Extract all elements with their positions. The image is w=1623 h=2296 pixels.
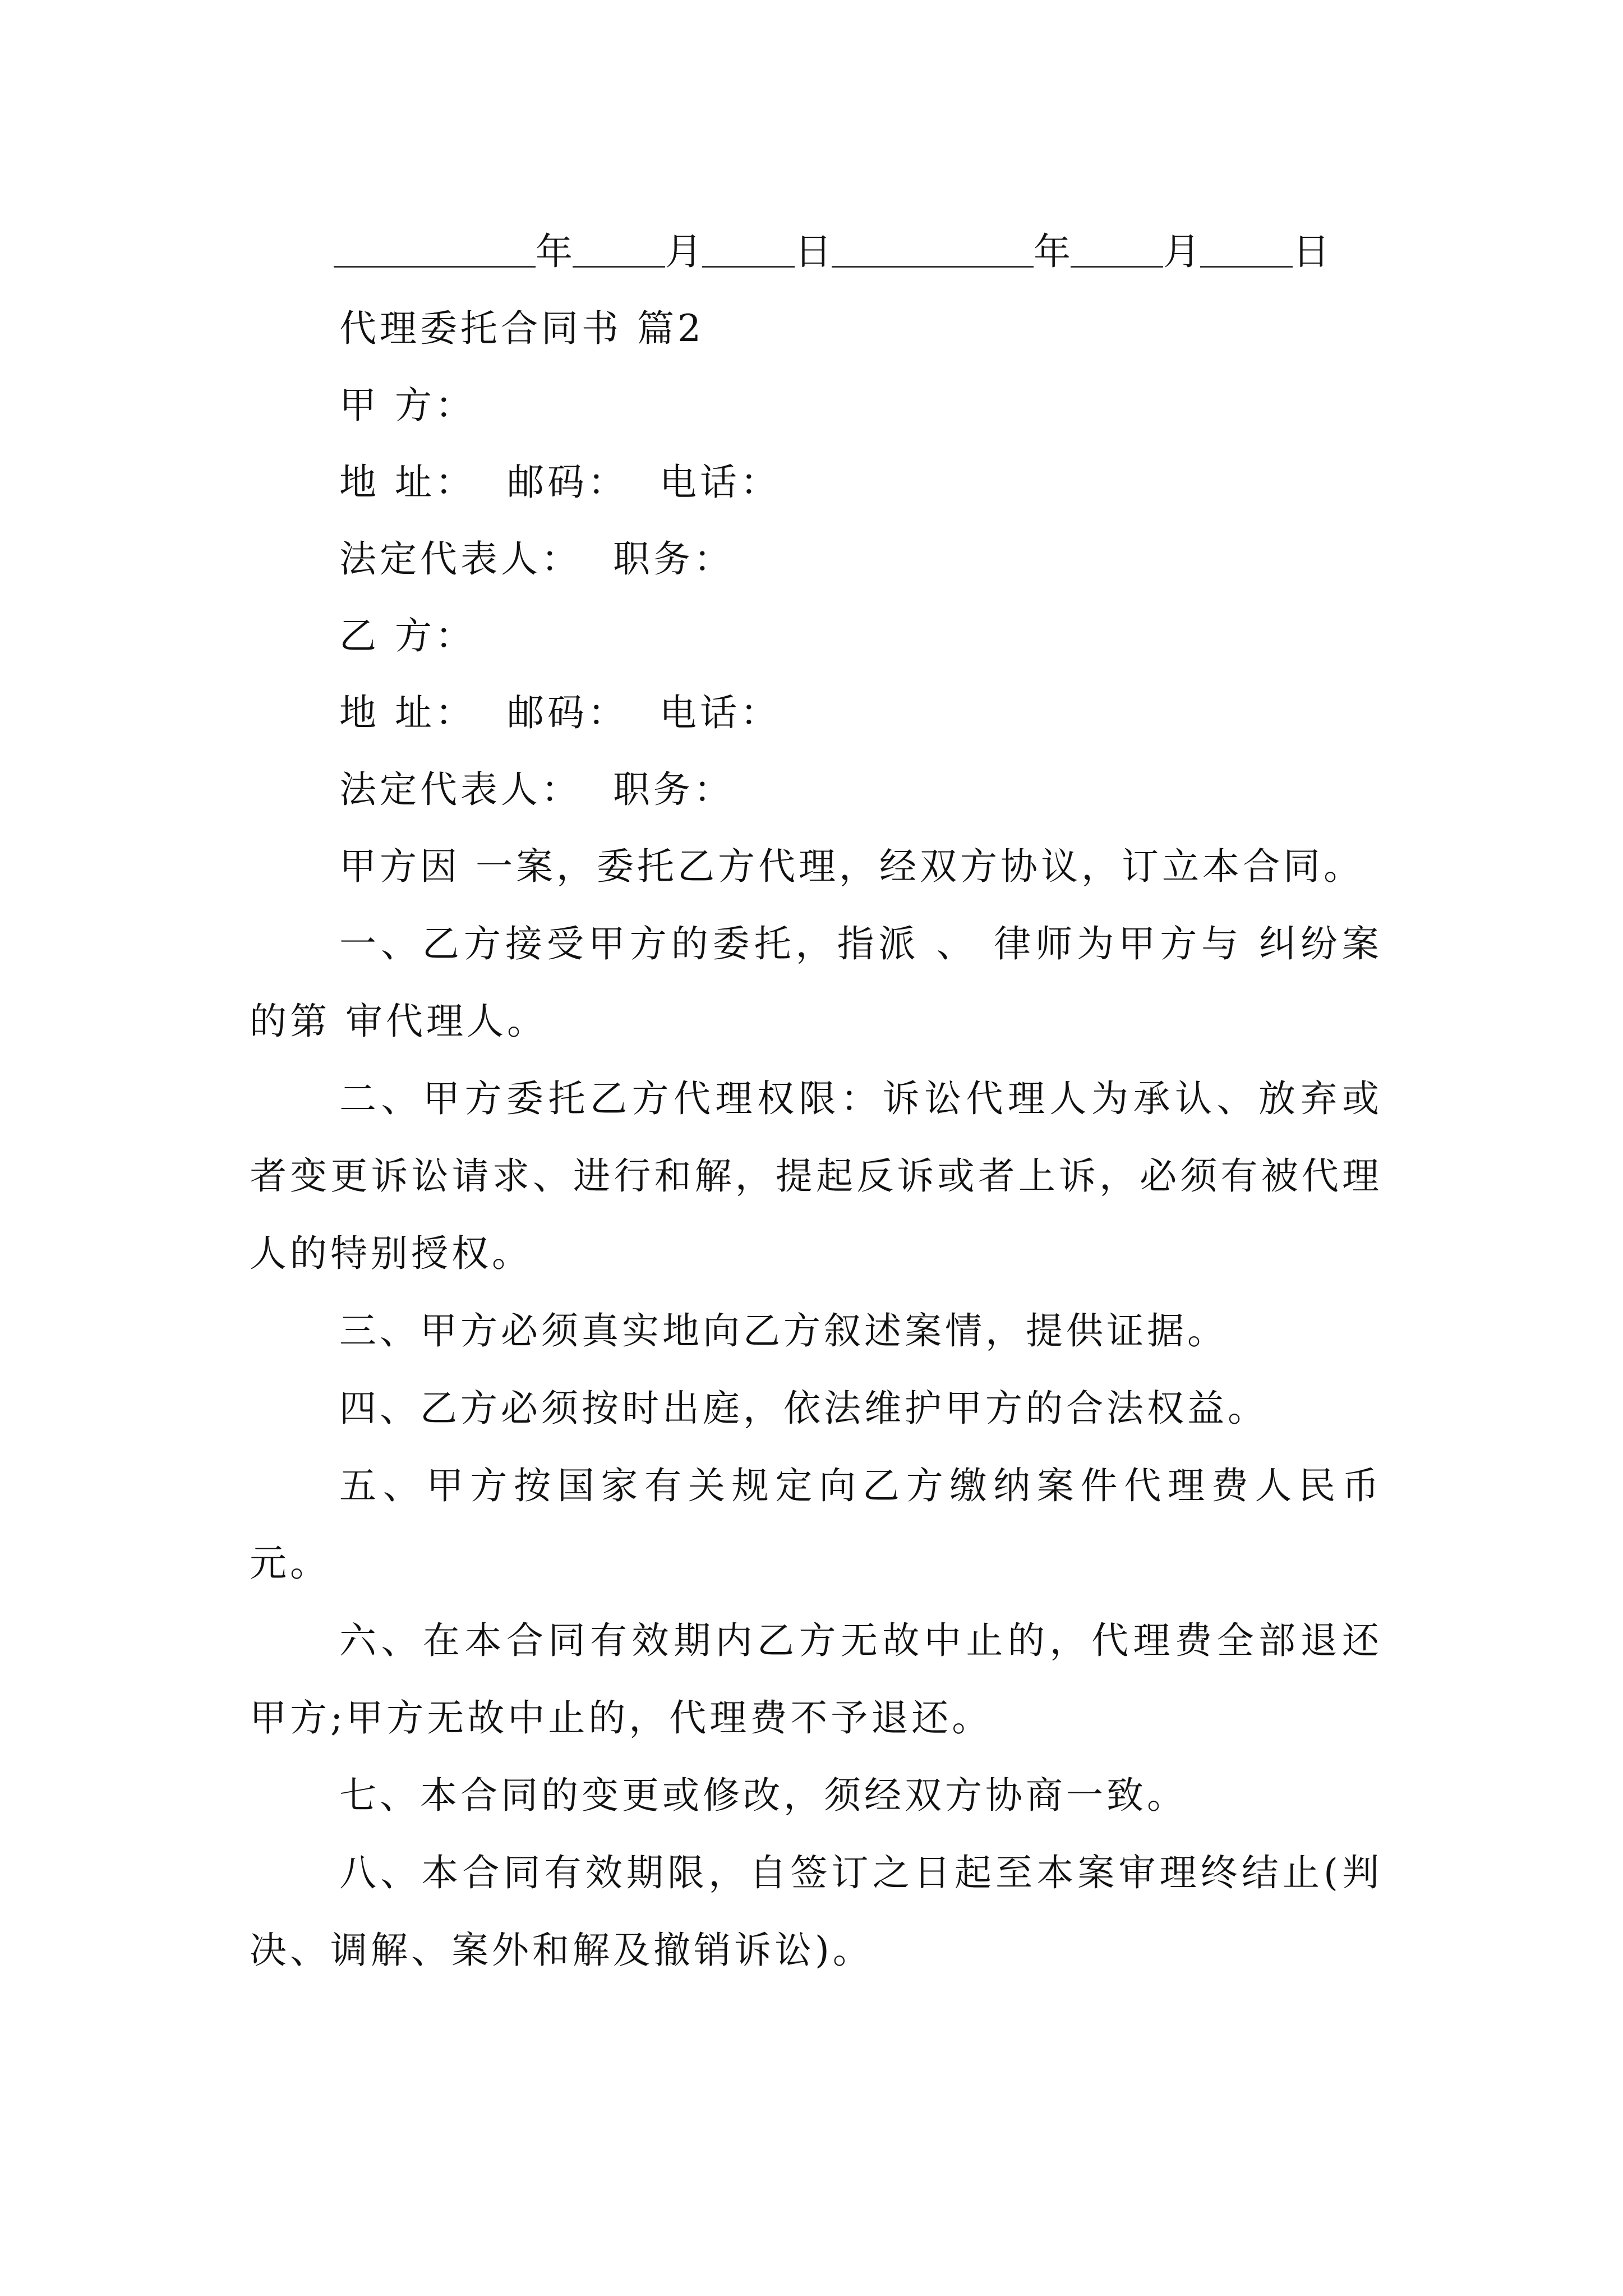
party-b-phone-label: 电话： [659, 691, 781, 734]
paragraph-clause-6: 六、在本合同有效期内乙方无故中止的，代理费全部退还甲方;甲方无故中止的，代理费不予退还。 [250, 1619, 1382, 1740]
party-a-rep-line [250, 521, 1382, 597]
paragraph-clause-7: 七、本合同的变更或修改，须经双方协商一致。 [339, 1774, 1187, 1817]
party-b-rep-line [250, 751, 1382, 828]
party-a-phone-label: 电话： [659, 461, 781, 504]
party-b-position-label: 职务： [613, 768, 734, 811]
day-blank-2[interactable] [1200, 232, 1293, 268]
paragraph-clause-4: 四、乙方必须按时出庭，依法维护甲方的合法权益。 [339, 1387, 1268, 1430]
year-blank-1[interactable] [334, 232, 536, 268]
year-blank-2[interactable] [832, 232, 1034, 268]
party-b-contact-line [250, 674, 1382, 751]
party-a-postcode-label: 邮码： [506, 461, 628, 504]
section-heading: 代理委托合同书 篇2 [339, 307, 704, 350]
day-blank-1[interactable] [702, 232, 795, 268]
year-label-2: 年 [1034, 230, 1071, 273]
month-blank-2[interactable] [1071, 232, 1163, 268]
party-b-legal-rep-label: 法定代表人： [339, 768, 582, 811]
party-a-legal-rep-label: 法定代表人： [339, 537, 582, 581]
paragraph-clause-8: 八、本合同有效期限，自签订之日起至本案审理终结止(判决、调解、案外和解及撤销诉讼)。 [250, 1851, 1382, 1972]
party-a-address-label: 地 址： [339, 461, 476, 504]
day-label-2: 日 [1293, 230, 1330, 273]
party-b-address-label: 地 址： [339, 691, 476, 734]
month-label-2: 月 [1163, 230, 1200, 273]
party-a-label: 甲 方： [339, 384, 476, 427]
month-blank-1[interactable] [573, 232, 665, 268]
paragraph-clause-2: 二、甲方委托乙方代理权限：诉讼代理人为承认、放弃或者变更诉讼请求、进行和解，提起反诉或者上诉，必须有被代理人的特别授权。 [250, 1077, 1382, 1275]
party-a-position-label: 职务： [613, 537, 734, 581]
document-body [250, 213, 1382, 1989]
paragraph-clause-3: 三、甲方必须真实地向乙方叙述案情，提供证据。 [339, 1309, 1228, 1352]
party-a-contact-line [250, 444, 1382, 521]
paragraph-intro: 甲方因 一案，委托乙方代理，经双方协议，订立本合同。 [339, 845, 1364, 888]
paragraph-clause-1: 一、乙方接受甲方的委托，指派 、 律师为甲方与 纠纷案的第 审代理人。 [250, 922, 1382, 1043]
year-label-1: 年 [536, 230, 573, 273]
party-b-postcode-label: 邮码： [506, 691, 628, 734]
signature-date-line [250, 213, 1382, 290]
party-b-label: 乙 方： [339, 614, 476, 657]
day-label-1: 日 [795, 230, 832, 273]
paragraph-clause-5: 五、甲方按国家有关规定向乙方缴纳案件代理费人民币 元。 [250, 1464, 1382, 1585]
month-label-1: 月 [665, 230, 702, 273]
